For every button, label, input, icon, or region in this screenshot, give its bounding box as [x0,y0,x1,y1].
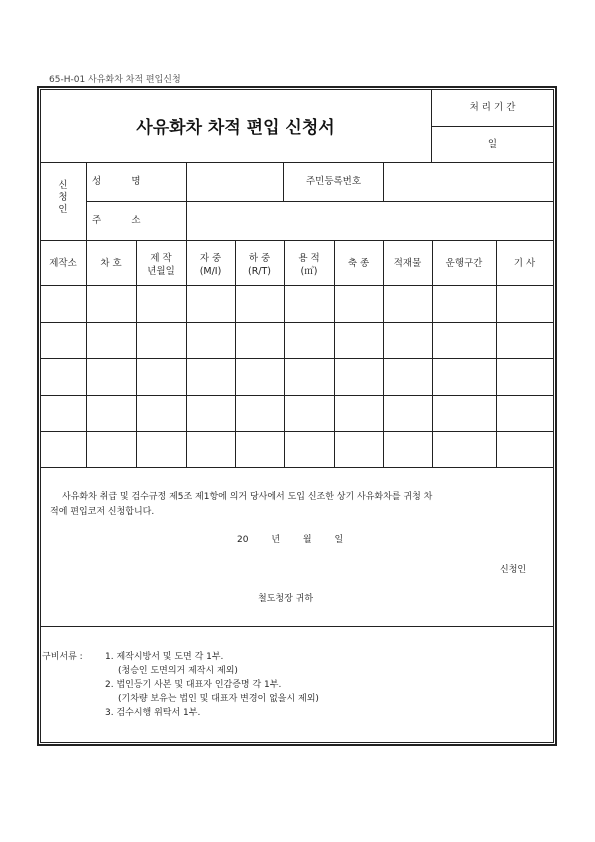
table-cell[interactable] [137,359,186,395]
header-car-number: 차 호 [100,258,122,269]
address-label: 주 소 [92,215,141,226]
attachment-note: (기차량 보유는 법인 및 대표자 변경이 없을시 제외) [118,694,319,704]
address-field[interactable] [187,202,553,240]
table-cell[interactable] [285,359,334,395]
table-cell[interactable] [285,396,334,431]
applicant-signature-label: 신청인 [500,565,527,575]
header-manufacture-date: 제 작 년월일 [147,253,175,277]
processing-period-label: 처 리 기 간 [469,102,516,113]
table-cell[interactable] [497,323,553,358]
header-load-capacity: 하 중 (R/T) [247,253,272,277]
table-cell[interactable] [236,323,284,358]
table-cell[interactable] [497,432,553,467]
attachment-note: (청승인 도면의거 제작시 제외) [118,666,238,676]
table-cell[interactable] [41,323,86,358]
table-cell[interactable] [285,286,334,322]
name-label: 성 명 [92,176,141,187]
table-cell[interactable] [41,432,86,467]
table-cell[interactable] [187,323,235,358]
attachment-item: 1. 제작시방서 및 도면 각 1부. [105,652,224,662]
registration-number-field[interactable] [384,163,553,201]
applicant-label: 신 청 인 [58,180,68,215]
header-axle-type: 축 종 [347,258,370,269]
table-cell[interactable] [41,359,86,395]
table-cell[interactable] [433,323,496,358]
table-cell[interactable] [236,432,284,467]
table-cell[interactable] [497,396,553,431]
header-cargo: 적재물 [393,258,422,269]
table-cell[interactable] [497,286,553,322]
table-cell[interactable] [41,286,86,322]
table-cell[interactable] [433,432,496,467]
table-cell[interactable] [285,323,334,358]
recipient: 철도청장 귀하 [258,594,314,604]
table-cell[interactable] [384,432,432,467]
table-cell[interactable] [87,359,136,395]
table-cell[interactable] [384,396,432,431]
table-cell[interactable] [285,432,334,467]
attachment-item: 3. 검수시행 위탁서 1부. [105,708,201,718]
document-code: 65-H-01 사유화차 차적 편입신청 [49,75,181,85]
table-cell[interactable] [87,396,136,431]
table-cell[interactable] [384,323,432,358]
form-title: 사유화차 차적 편입 신청서 [136,118,335,138]
header-manufacturer: 제작소 [49,258,77,269]
table-cell[interactable] [87,323,136,358]
table-cell[interactable] [87,286,136,322]
table-cell[interactable] [187,396,235,431]
statement-line-2: 적에 편입코저 신청합니다. [50,507,155,517]
table-cell[interactable] [137,323,186,358]
table-cell[interactable] [384,359,432,395]
name-field[interactable] [187,163,283,201]
table-cell[interactable] [433,396,496,431]
statement-line-1: 사유화차 취급 및 검수규정 제5조 제1항에 의거 당사에서 도입 신조한 상기 사유화차를 귀청 차 [62,492,433,502]
table-cell[interactable] [41,396,86,431]
table-cell[interactable] [335,432,383,467]
table-cell[interactable] [87,432,136,467]
table-cell[interactable] [236,286,284,322]
table-cell[interactable] [433,286,496,322]
header-tare-weight: 자 중 (M/I) [199,253,222,277]
table-cell[interactable] [497,359,553,395]
table-cell[interactable] [137,286,186,322]
application-date: 20 년 월 일 [237,535,344,545]
table-cell[interactable] [187,432,235,467]
attachments-label: 구비서류 : [42,652,83,662]
table-cell[interactable] [384,286,432,322]
table-cell[interactable] [335,286,383,322]
processing-period-value: 일 [487,139,498,150]
header-route: 운행구간 [445,258,483,269]
table-cell[interactable] [335,396,383,431]
table-cell[interactable] [335,323,383,358]
table-cell[interactable] [137,432,186,467]
table-cell[interactable] [187,286,235,322]
table-cell[interactable] [236,396,284,431]
header-remarks: 기 사 [513,258,536,269]
table-cell[interactable] [137,396,186,431]
table-cell[interactable] [187,359,235,395]
header-volume: 용 적 (㎥) [298,253,320,277]
table-cell[interactable] [433,359,496,395]
attachment-item: 2. 법인등기 사본 및 대표자 인감증명 각 1부. [105,680,282,690]
table-cell[interactable] [335,359,383,395]
table-cell[interactable] [236,359,284,395]
registration-number-label: 주민등록번호 [305,176,362,187]
